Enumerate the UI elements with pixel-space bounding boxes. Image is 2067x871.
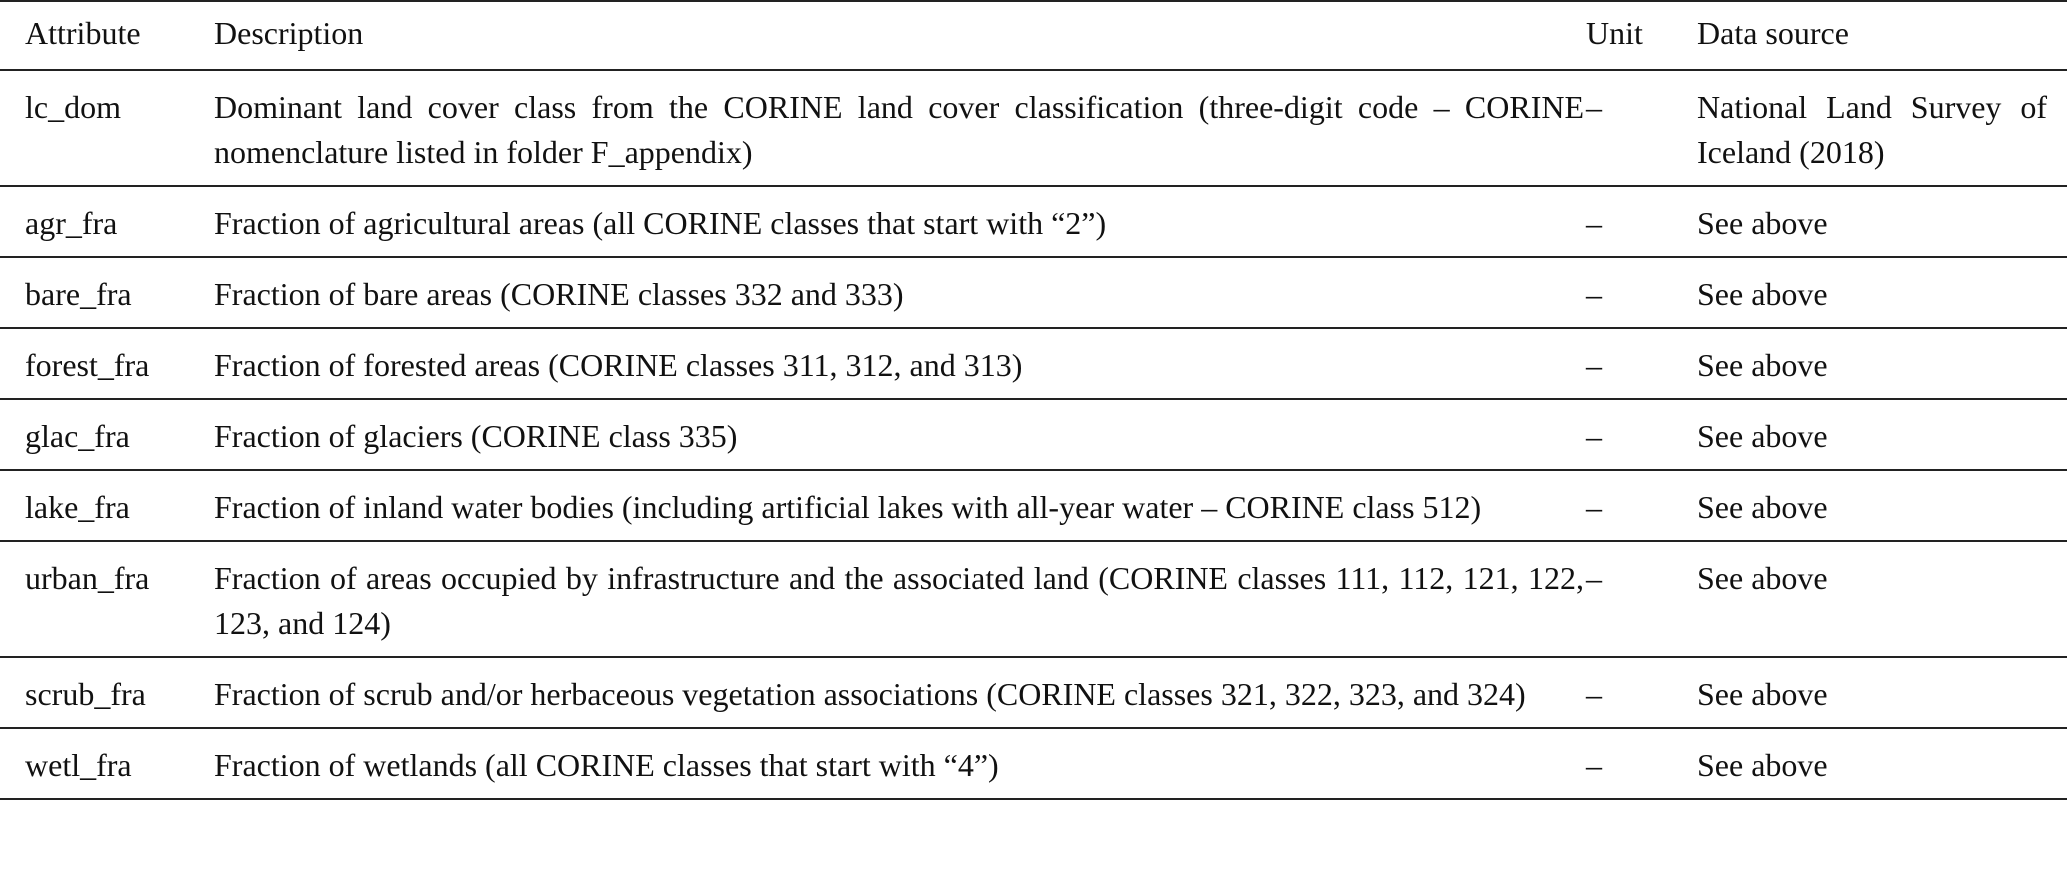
- table-header: [0, 1, 2067, 70]
- cell-description: Fraction of scrub and/or herbaceous vegetation associations (CORINE classes 321, 322, 323, and 324): [214, 676, 1526, 712]
- cell-data-source: See above: [1697, 276, 1828, 312]
- cell-data-source: See above: [1697, 676, 1828, 712]
- cell-description: Fraction of areas occupied by infrastructure and the associated land (CORINE classes 111, 112, 121, 122, 123, and 124): [214, 560, 1584, 641]
- cell-data-source: See above: [1697, 560, 1828, 596]
- cell-description: Fraction of inland water bodies (including artificial lakes with all-year water – CORINE class 512): [214, 489, 1482, 525]
- table-row: [0, 257, 2067, 328]
- cell-description: Fraction of forested areas (CORINE classes 311, 312, and 313): [214, 347, 1023, 383]
- header-unit: Unit: [1586, 15, 1643, 51]
- cell-unit: –: [1586, 89, 1602, 125]
- table-row: [0, 399, 2067, 470]
- cell-data-source: See above: [1697, 747, 1828, 783]
- table-body: [0, 70, 2067, 799]
- cell-attribute: agr_fra: [25, 205, 118, 241]
- cell-data-source: See above: [1697, 418, 1828, 454]
- cell-unit: –: [1586, 676, 1602, 712]
- cell-attribute: wetl_fra: [25, 747, 132, 783]
- cell-unit: –: [1586, 489, 1602, 525]
- header-data-source: Data source: [1697, 15, 1849, 51]
- table-row: [0, 328, 2067, 399]
- cell-attribute: bare_fra: [25, 276, 132, 312]
- cell-unit: –: [1586, 205, 1602, 241]
- cell-description: Dominant land cover class from the CORINE land cover classification (three-digit code – CORINE nomenclature listed in folder F_appendix): [214, 89, 1584, 170]
- cell-description: Fraction of bare areas (CORINE classes 332 and 333): [214, 276, 904, 312]
- table-row: [0, 657, 2067, 728]
- cell-attribute: scrub_fra: [25, 676, 146, 712]
- cell-unit: –: [1586, 276, 1602, 312]
- cell-attribute: lc_dom: [25, 89, 121, 125]
- cell-data-source: See above: [1697, 205, 1828, 241]
- cell-data-source: See above: [1697, 489, 1828, 525]
- cell-description: Fraction of wetlands (all CORINE classes that start with “4”): [214, 747, 999, 783]
- cell-attribute: forest_fra: [25, 347, 150, 383]
- header-description: Description: [214, 15, 364, 51]
- table-row: [0, 70, 2067, 186]
- cell-description: Fraction of agricultural areas (all CORINE classes that start with “2”): [214, 205, 1107, 241]
- cell-unit: –: [1586, 747, 1602, 783]
- cell-data-source: See above: [1697, 347, 1828, 383]
- cell-unit: –: [1586, 418, 1602, 454]
- cell-description: Fraction of glaciers (CORINE class 335): [214, 418, 738, 454]
- cell-attribute: lake_fra: [25, 489, 130, 525]
- header-attribute: Attribute: [25, 15, 141, 51]
- table-row: [0, 541, 2067, 657]
- cell-data-source: National Land Survey of Iceland (2018): [1697, 89, 2047, 170]
- table-row: [0, 186, 2067, 257]
- table-row: [0, 470, 2067, 541]
- cell-unit: –: [1586, 347, 1602, 383]
- cell-unit: –: [1586, 560, 1602, 596]
- table-row: [0, 728, 2067, 799]
- cell-attribute: urban_fra: [25, 560, 150, 596]
- header-row: [0, 1, 2067, 70]
- cell-attribute: glac_fra: [25, 418, 130, 454]
